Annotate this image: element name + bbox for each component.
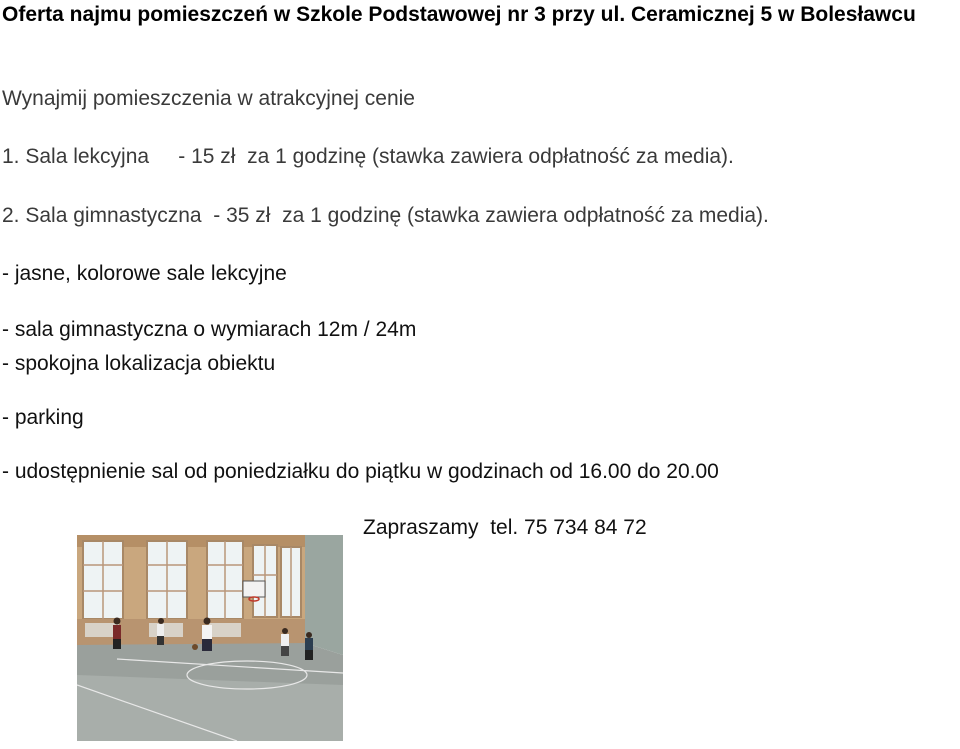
offer-gym: 2. Sala gimnastyczna - 35 zł za 1 godzinę (stawka zawiera odpłatność za media). bbox=[2, 204, 769, 227]
offer-classroom: 1. Sala lekcyjna - 15 zł za 1 godzinę (stawka zawiera odpłatność za media). bbox=[2, 145, 734, 168]
feature-availability-hours: - udostępnienie sal od poniedziałku do piątku w godzinach od 16.00 do 20.00 bbox=[2, 460, 719, 483]
page-title: Oferta najmu pomieszczeń w Szkole Podstawowej nr 3 przy ul. Ceramicznej 5 w Bolesławcu bbox=[2, 3, 916, 26]
feature-parking: - parking bbox=[2, 406, 84, 429]
feature-bright-classrooms: - jasne, kolorowe sale lekcyjne bbox=[2, 262, 287, 285]
gym-photo bbox=[77, 535, 343, 741]
intro-text: Wynajmij pomieszczenia w atrakcyjnej cenie bbox=[2, 87, 415, 110]
feature-gym-dimensions: - sala gimnastyczna o wymiarach 12m / 24m bbox=[2, 318, 417, 341]
invitation-phone: Zapraszamy tel. 75 734 84 72 bbox=[363, 516, 647, 539]
feature-quiet-location: - spokojna lokalizacja obiektu bbox=[2, 352, 276, 375]
